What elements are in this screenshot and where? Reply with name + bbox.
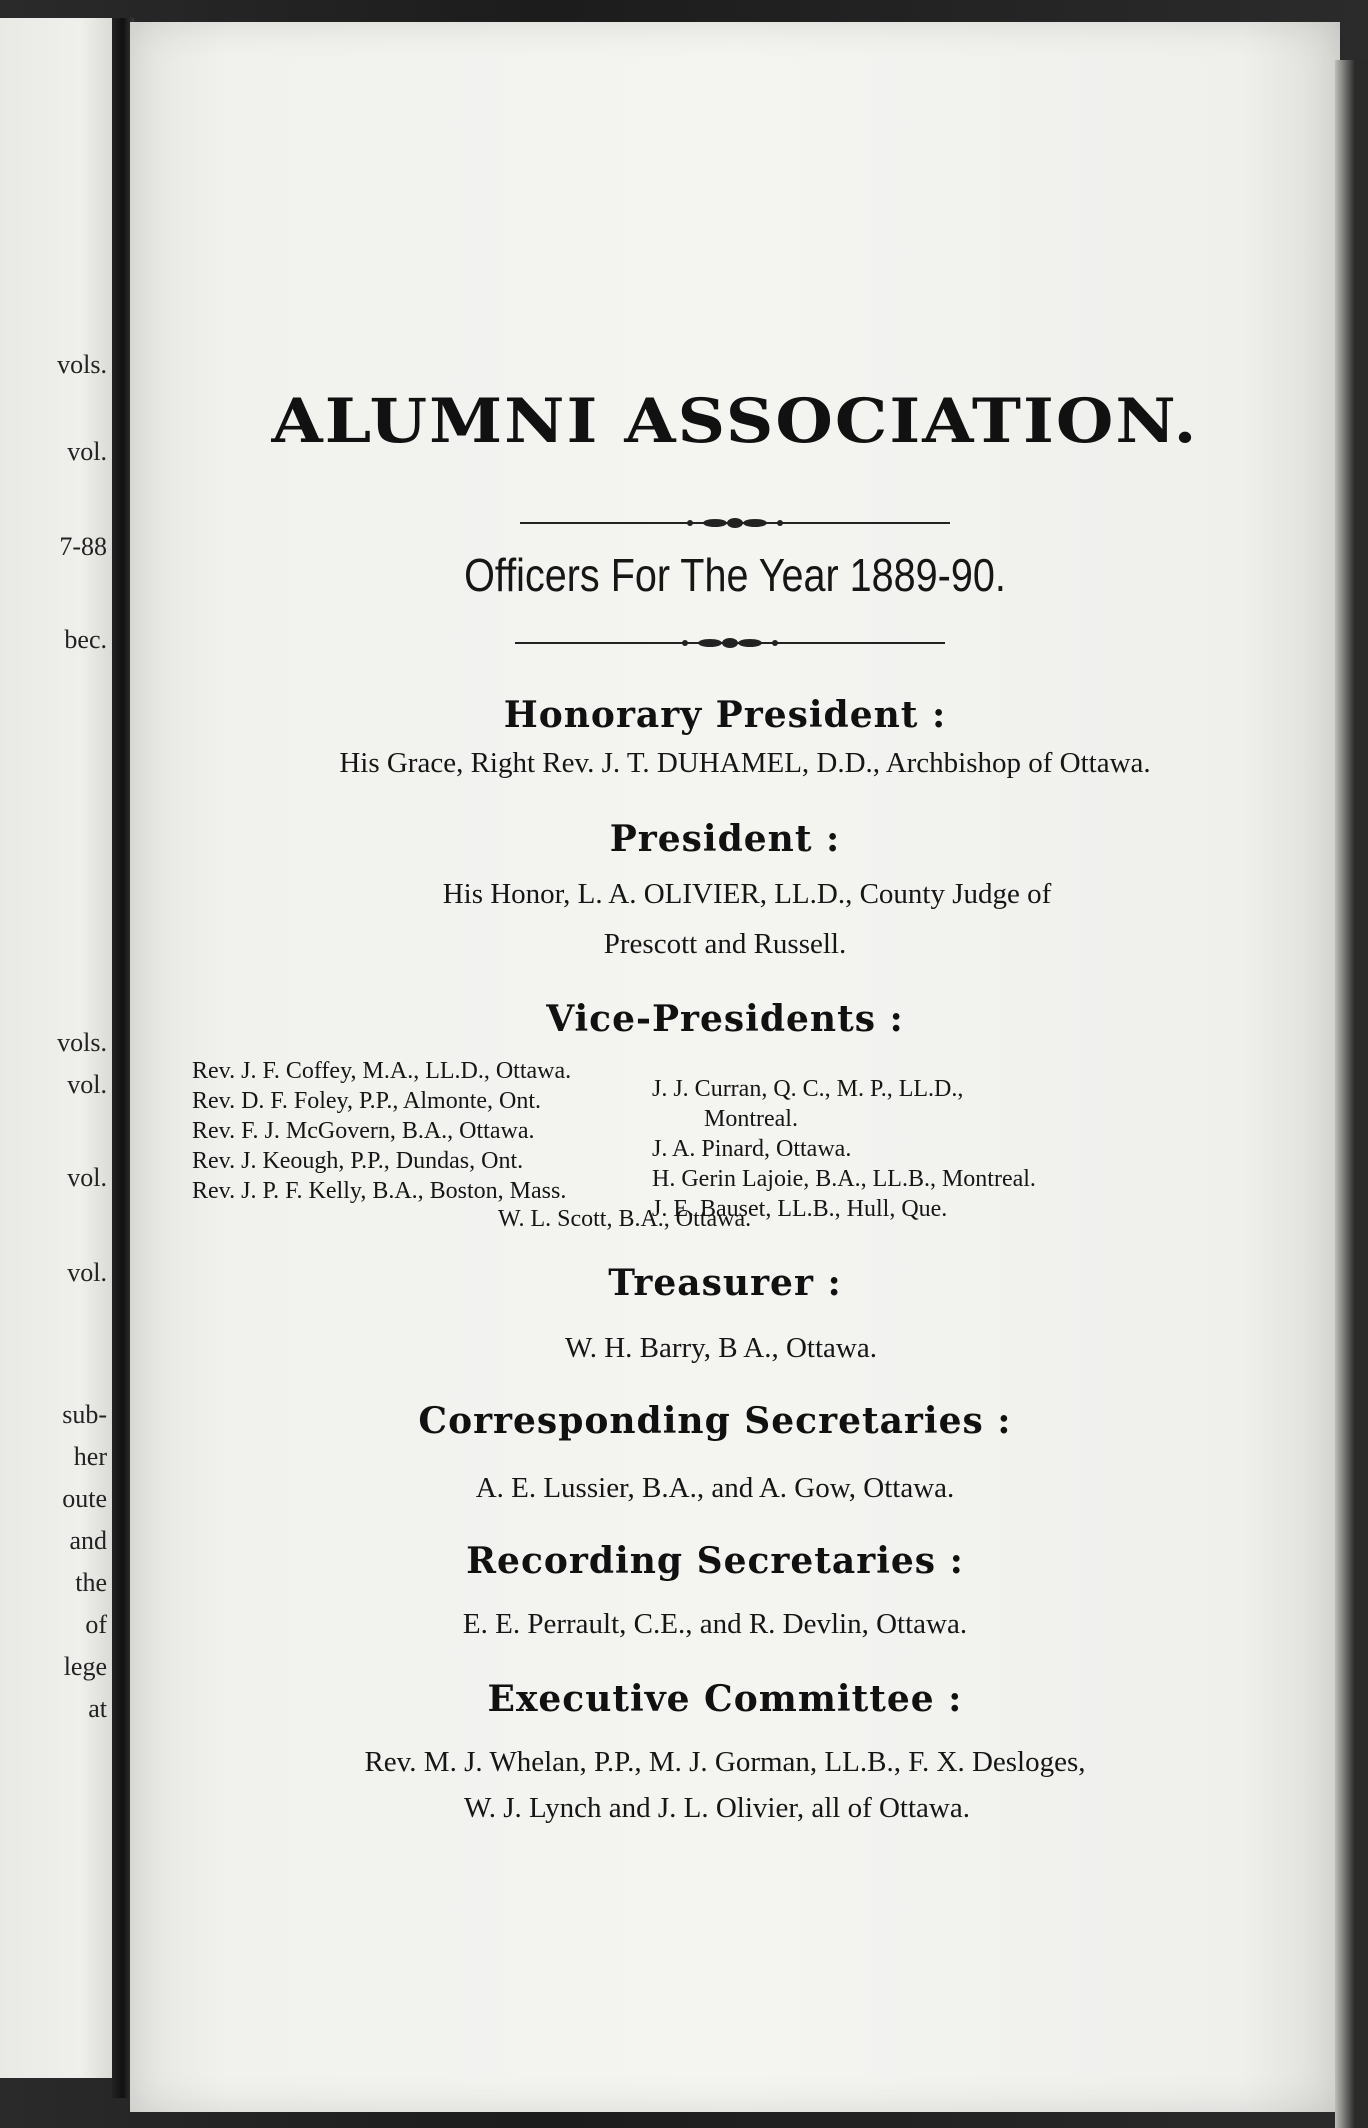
honorary-president-text: His Grace, Right Rev. J. T. DUHAMEL, D.D., Archbishop of Ottawa. xyxy=(339,747,1151,779)
executive-committee-text-line1: Rev. M. J. Whelan, P.P., M. J. Gorman, LL.B., F. X. Desloges, xyxy=(364,1746,1086,1778)
corresponding-secretaries-heading: Corresponding Secretaries : xyxy=(418,1400,1012,1442)
left-page-line: the xyxy=(75,1568,107,1597)
left-page-line: her xyxy=(73,1442,107,1471)
vice-presidents-heading: Vice-Presidents : xyxy=(546,998,904,1040)
president-text-line1: His Honor, L. A. OLIVIER, LL.D., County Judge of xyxy=(442,878,1052,910)
vice-president-entry: J. J. Curran, Q. C., M. P., LL.D., xyxy=(652,1076,964,1102)
left-page-line: vol. xyxy=(67,1070,107,1099)
left-page-line: of xyxy=(85,1610,107,1639)
vice-president-entry: Montreal. xyxy=(704,1106,798,1132)
left-page-line: 7-88 xyxy=(59,532,107,561)
president-text-line2: Prescott and Russell. xyxy=(603,928,847,960)
left-page-line: at xyxy=(88,1694,107,1723)
page-right-edge xyxy=(1335,60,1368,2128)
left-page-line: lege xyxy=(63,1652,107,1681)
recording-secretaries-heading: Recording Secretaries : xyxy=(466,1540,964,1582)
left-page-line: and xyxy=(69,1526,107,1555)
document-title: ALUMNI ASSOCIATION. xyxy=(271,385,1199,457)
executive-committee-text-line2: W. J. Lynch and J. L. Olivier, all of Ottawa. xyxy=(464,1792,970,1824)
left-page-line: vols. xyxy=(57,350,107,379)
left-page-line: oute xyxy=(62,1484,107,1513)
treasurer-heading: Treasurer : xyxy=(608,1262,842,1304)
executive-committee-heading: Executive Committee : xyxy=(487,1678,963,1720)
honorary-president-heading: Honorary President : xyxy=(503,694,947,736)
left-page-line: vol. xyxy=(67,437,107,466)
corresponding-secretaries-text: A. E. Lussier, B.A., and A. Gow, Ottawa. xyxy=(475,1472,955,1504)
left-page-line: sub- xyxy=(62,1400,107,1429)
left-page-line: vols. xyxy=(57,1028,107,1057)
vice-president-entry: J. E. Bauset, LL.B., Hull, Que. xyxy=(652,1196,948,1222)
vice-president-last-entry: W. L. Scott, B.A., Ottawa. xyxy=(498,1206,752,1232)
vice-president-entry: Rev. J. Keough, P.P., Dundas, Ont. xyxy=(192,1148,524,1174)
vice-president-entry: Rev. D. F. Foley, P.P., Almonte, Ont. xyxy=(192,1088,542,1114)
recording-secretaries-text: E. E. Perrault, C.E., and R. Devlin, Ottawa. xyxy=(462,1608,968,1640)
ornament-divider-bottom xyxy=(515,634,945,652)
left-page-line: vol. xyxy=(67,1258,107,1287)
left-page-fragment xyxy=(0,18,115,2078)
vice-president-entry: Rev. J. P. F. Kelly, B.A., Boston, Mass. xyxy=(192,1178,567,1204)
vice-presidents-right-column xyxy=(652,1074,1036,1224)
treasurer-text: W. H. Barry, B A., Ottawa. xyxy=(565,1332,877,1364)
vice-president-entry: Rev. J. F. Coffey, M.A., LL.D., Ottawa. xyxy=(192,1058,572,1084)
document-subtitle: Officers For The Year 1889-90. xyxy=(464,549,1006,601)
ornament-divider-top xyxy=(520,514,950,532)
left-page-line: vol. xyxy=(67,1163,107,1192)
vice-president-entry: H. Gerin Lajoie, B.A., LL.B., Montreal. xyxy=(652,1166,1036,1192)
president-heading: President : xyxy=(609,818,841,860)
vice-president-entry: Rev. F. J. McGovern, B.A., Ottawa. xyxy=(192,1118,535,1144)
left-page-line: bec. xyxy=(64,625,107,654)
vice-presidents-left-column xyxy=(192,1056,571,1206)
vice-president-entry: J. A. Pinard, Ottawa. xyxy=(652,1136,852,1162)
